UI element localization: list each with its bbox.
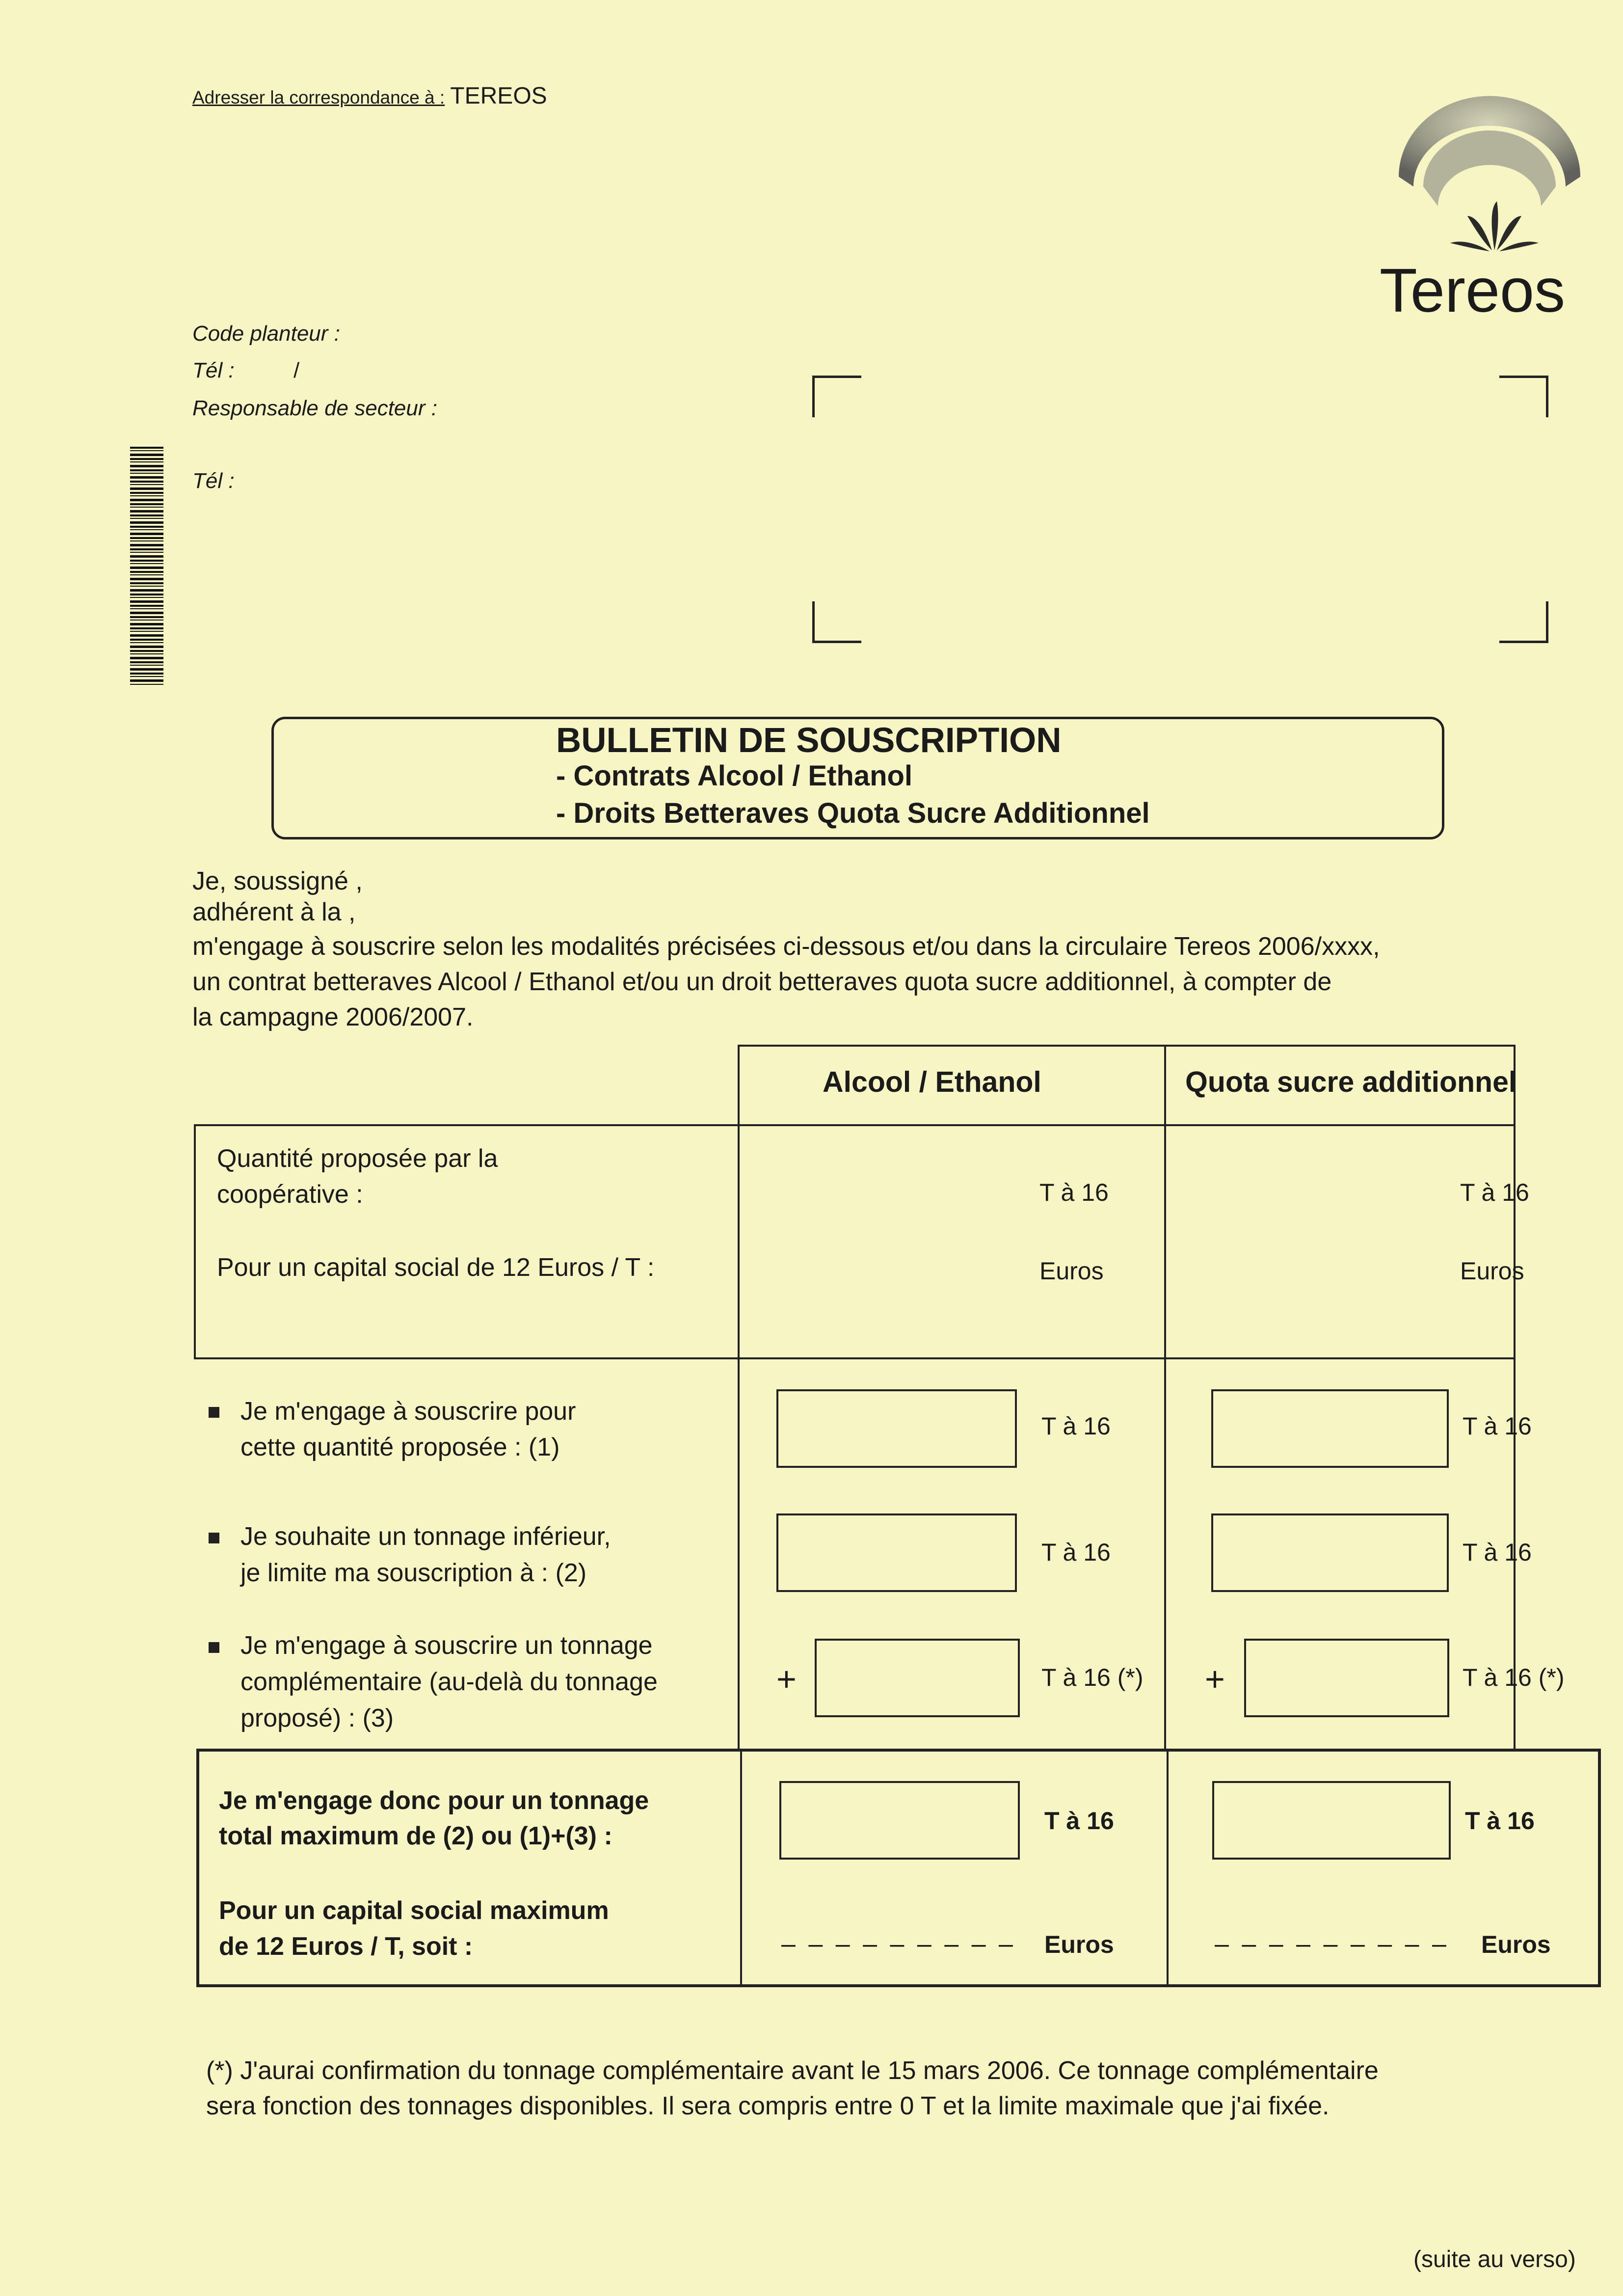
col1-left-line <box>738 1045 740 1750</box>
bullet-icon <box>209 1642 219 1653</box>
responsable-secteur-label: Responsable de secteur : <box>192 396 437 420</box>
row2-label-2: cette quantité proposée : (1) <box>240 1433 560 1461</box>
intro-soussigne: Je, soussigné , <box>192 867 363 895</box>
logo-wordmark: Tereos <box>1379 256 1566 325</box>
intro-engagement-1: m'engage à souscrire selon les modalités précisées ci-dessous et/ou dans la circulaire Tereos 2006/xxxx, <box>192 932 1380 961</box>
row3-label-1: Je souhaite un tonnage inférieur, <box>240 1522 611 1551</box>
tel-label-2: Tél : <box>192 469 235 493</box>
form-subtitle-quota: - Droits Betteraves Quota Sucre Additionnel <box>556 797 1150 829</box>
total-left-line <box>196 1749 199 1987</box>
bullet-icon <box>209 1407 219 1418</box>
suite-au-verso: (suite au verso) <box>1413 2246 1576 2272</box>
total-capital-label-1: Pour un capital social maximum <box>219 1896 609 1925</box>
window-corner-bottom-left <box>812 601 861 643</box>
row1-label-1: Quantité proposée par la <box>217 1144 498 1173</box>
intro-adherent: adhérent à la , <box>192 898 356 926</box>
barcode-icon <box>130 447 163 685</box>
row4-alcool-unit: T à 16 (*) <box>1041 1664 1144 1691</box>
total-capital-label-2: de 12 Euros / T, soit : <box>219 1932 473 1961</box>
col-header-quota: Quota sucre additionnel <box>1185 1066 1517 1098</box>
row1-quota-unit-t: T à 16 <box>1460 1179 1529 1206</box>
total-alcool-unit: T à 16 <box>1044 1807 1114 1835</box>
window-corner-top-right <box>1499 376 1548 417</box>
row3-quota-input[interactable] <box>1211 1513 1449 1592</box>
row1-bottom-line <box>194 1357 1515 1359</box>
row3-alcool-input[interactable] <box>776 1513 1017 1592</box>
footnote-line-1: (*) J'aurai confirmation du tonnage complémentaire avant le 15 mars 2006. Ce tonnage complémentaire <box>206 2056 1379 2085</box>
row1-top-line <box>194 1124 1515 1126</box>
row1-label-3: Pour un capital social de 12 Euros / T : <box>217 1253 655 1282</box>
total-col2-line <box>1167 1749 1169 1987</box>
total-bottom-line <box>196 1984 1601 1987</box>
row4-label-3: proposé) : (3) <box>240 1704 394 1732</box>
total-alcool-capital-blank[interactable]: – – – – – – – – – <box>781 1930 1016 1958</box>
window-corner-bottom-right <box>1499 601 1548 643</box>
row4-quota-input[interactable] <box>1244 1639 1449 1717</box>
row3-label-2: je limite ma souscription à : (2) <box>240 1559 587 1587</box>
total-quota-input[interactable] <box>1212 1781 1451 1860</box>
row1-quota-unit-euros: Euros <box>1460 1257 1524 1285</box>
total-quota-capital-blank[interactable]: – – – – – – – – – <box>1215 1930 1449 1958</box>
form-title: BULLETIN DE SOUSCRIPTION <box>556 721 1062 760</box>
row2-alcool-unit: T à 16 <box>1041 1412 1111 1440</box>
bullet-icon <box>209 1533 219 1543</box>
col-header-alcool: Alcool / Ethanol <box>823 1066 1041 1098</box>
row4-alcool-input[interactable] <box>815 1639 1020 1717</box>
intro-engagement-2: un contrat betteraves Alcool / Ethanol et/ou un droit betteraves quota sucre additionnel, à compter de <box>192 968 1332 996</box>
address-value: TEREOS <box>450 83 547 109</box>
row4-quota-unit: T à 16 (*) <box>1463 1664 1565 1691</box>
row3-quota-unit: T à 16 <box>1463 1539 1532 1566</box>
row2-quota-input[interactable] <box>1211 1389 1449 1468</box>
row4-quota-plus: + <box>1205 1660 1225 1698</box>
row3-alcool-unit: T à 16 <box>1041 1539 1111 1566</box>
total-alcool-input[interactable] <box>779 1781 1020 1860</box>
address-line <box>192 82 547 109</box>
address-label: Adresser la correspondance à : <box>192 87 445 108</box>
col-divider-line <box>1164 1045 1166 1750</box>
total-alcool-euros: Euros <box>1044 1931 1114 1958</box>
intro-campagne: la campagne 2006/2007. <box>192 1003 474 1031</box>
total-quota-euros: Euros <box>1481 1931 1551 1958</box>
row4-label-2: complémentaire (au-delà du tonnage <box>240 1668 658 1696</box>
table-right-line <box>1514 1045 1516 1750</box>
footnote-line-2: sera fonction des tonnages disponibles. Il sera compris entre 0 T et la limite maximale que j'ai fixée. <box>206 2092 1330 2120</box>
form-subtitle-alcool: - Contrats Alcool / Ethanol <box>556 760 913 792</box>
row4-label-1: Je m'engage à souscrire un tonnage <box>240 1631 653 1660</box>
row1-alcool-unit-t: T à 16 <box>1039 1179 1109 1206</box>
tereos-logo-icon <box>1325 93 1590 339</box>
row2-quota-unit: T à 16 <box>1463 1412 1532 1440</box>
row2-label-1: Je m'engage à souscrire pour <box>240 1397 576 1426</box>
code-planteur-label: Code planteur : <box>192 322 340 346</box>
tel-label-1: Tél : <box>192 358 235 382</box>
total-label-1: Je m'engage donc pour un tonnage <box>219 1786 649 1815</box>
tereos-logo <box>1325 93 1590 339</box>
total-right-line <box>1598 1749 1601 1987</box>
window-corner-top-left <box>812 376 861 417</box>
total-quota-unit: T à 16 <box>1465 1807 1535 1835</box>
tel-separator: / <box>293 358 300 382</box>
total-top-line <box>196 1749 1601 1752</box>
table-top-line <box>738 1045 1515 1047</box>
row2-alcool-input[interactable] <box>776 1389 1017 1468</box>
total-col1-line <box>740 1749 742 1987</box>
row1-left-line <box>194 1124 196 1358</box>
row1-label-2: coopérative : <box>217 1180 363 1209</box>
row1-alcool-unit-euros: Euros <box>1039 1257 1104 1285</box>
total-label-2: total maximum de (2) ou (1)+(3) : <box>219 1822 612 1850</box>
row4-alcool-plus: + <box>776 1660 797 1698</box>
